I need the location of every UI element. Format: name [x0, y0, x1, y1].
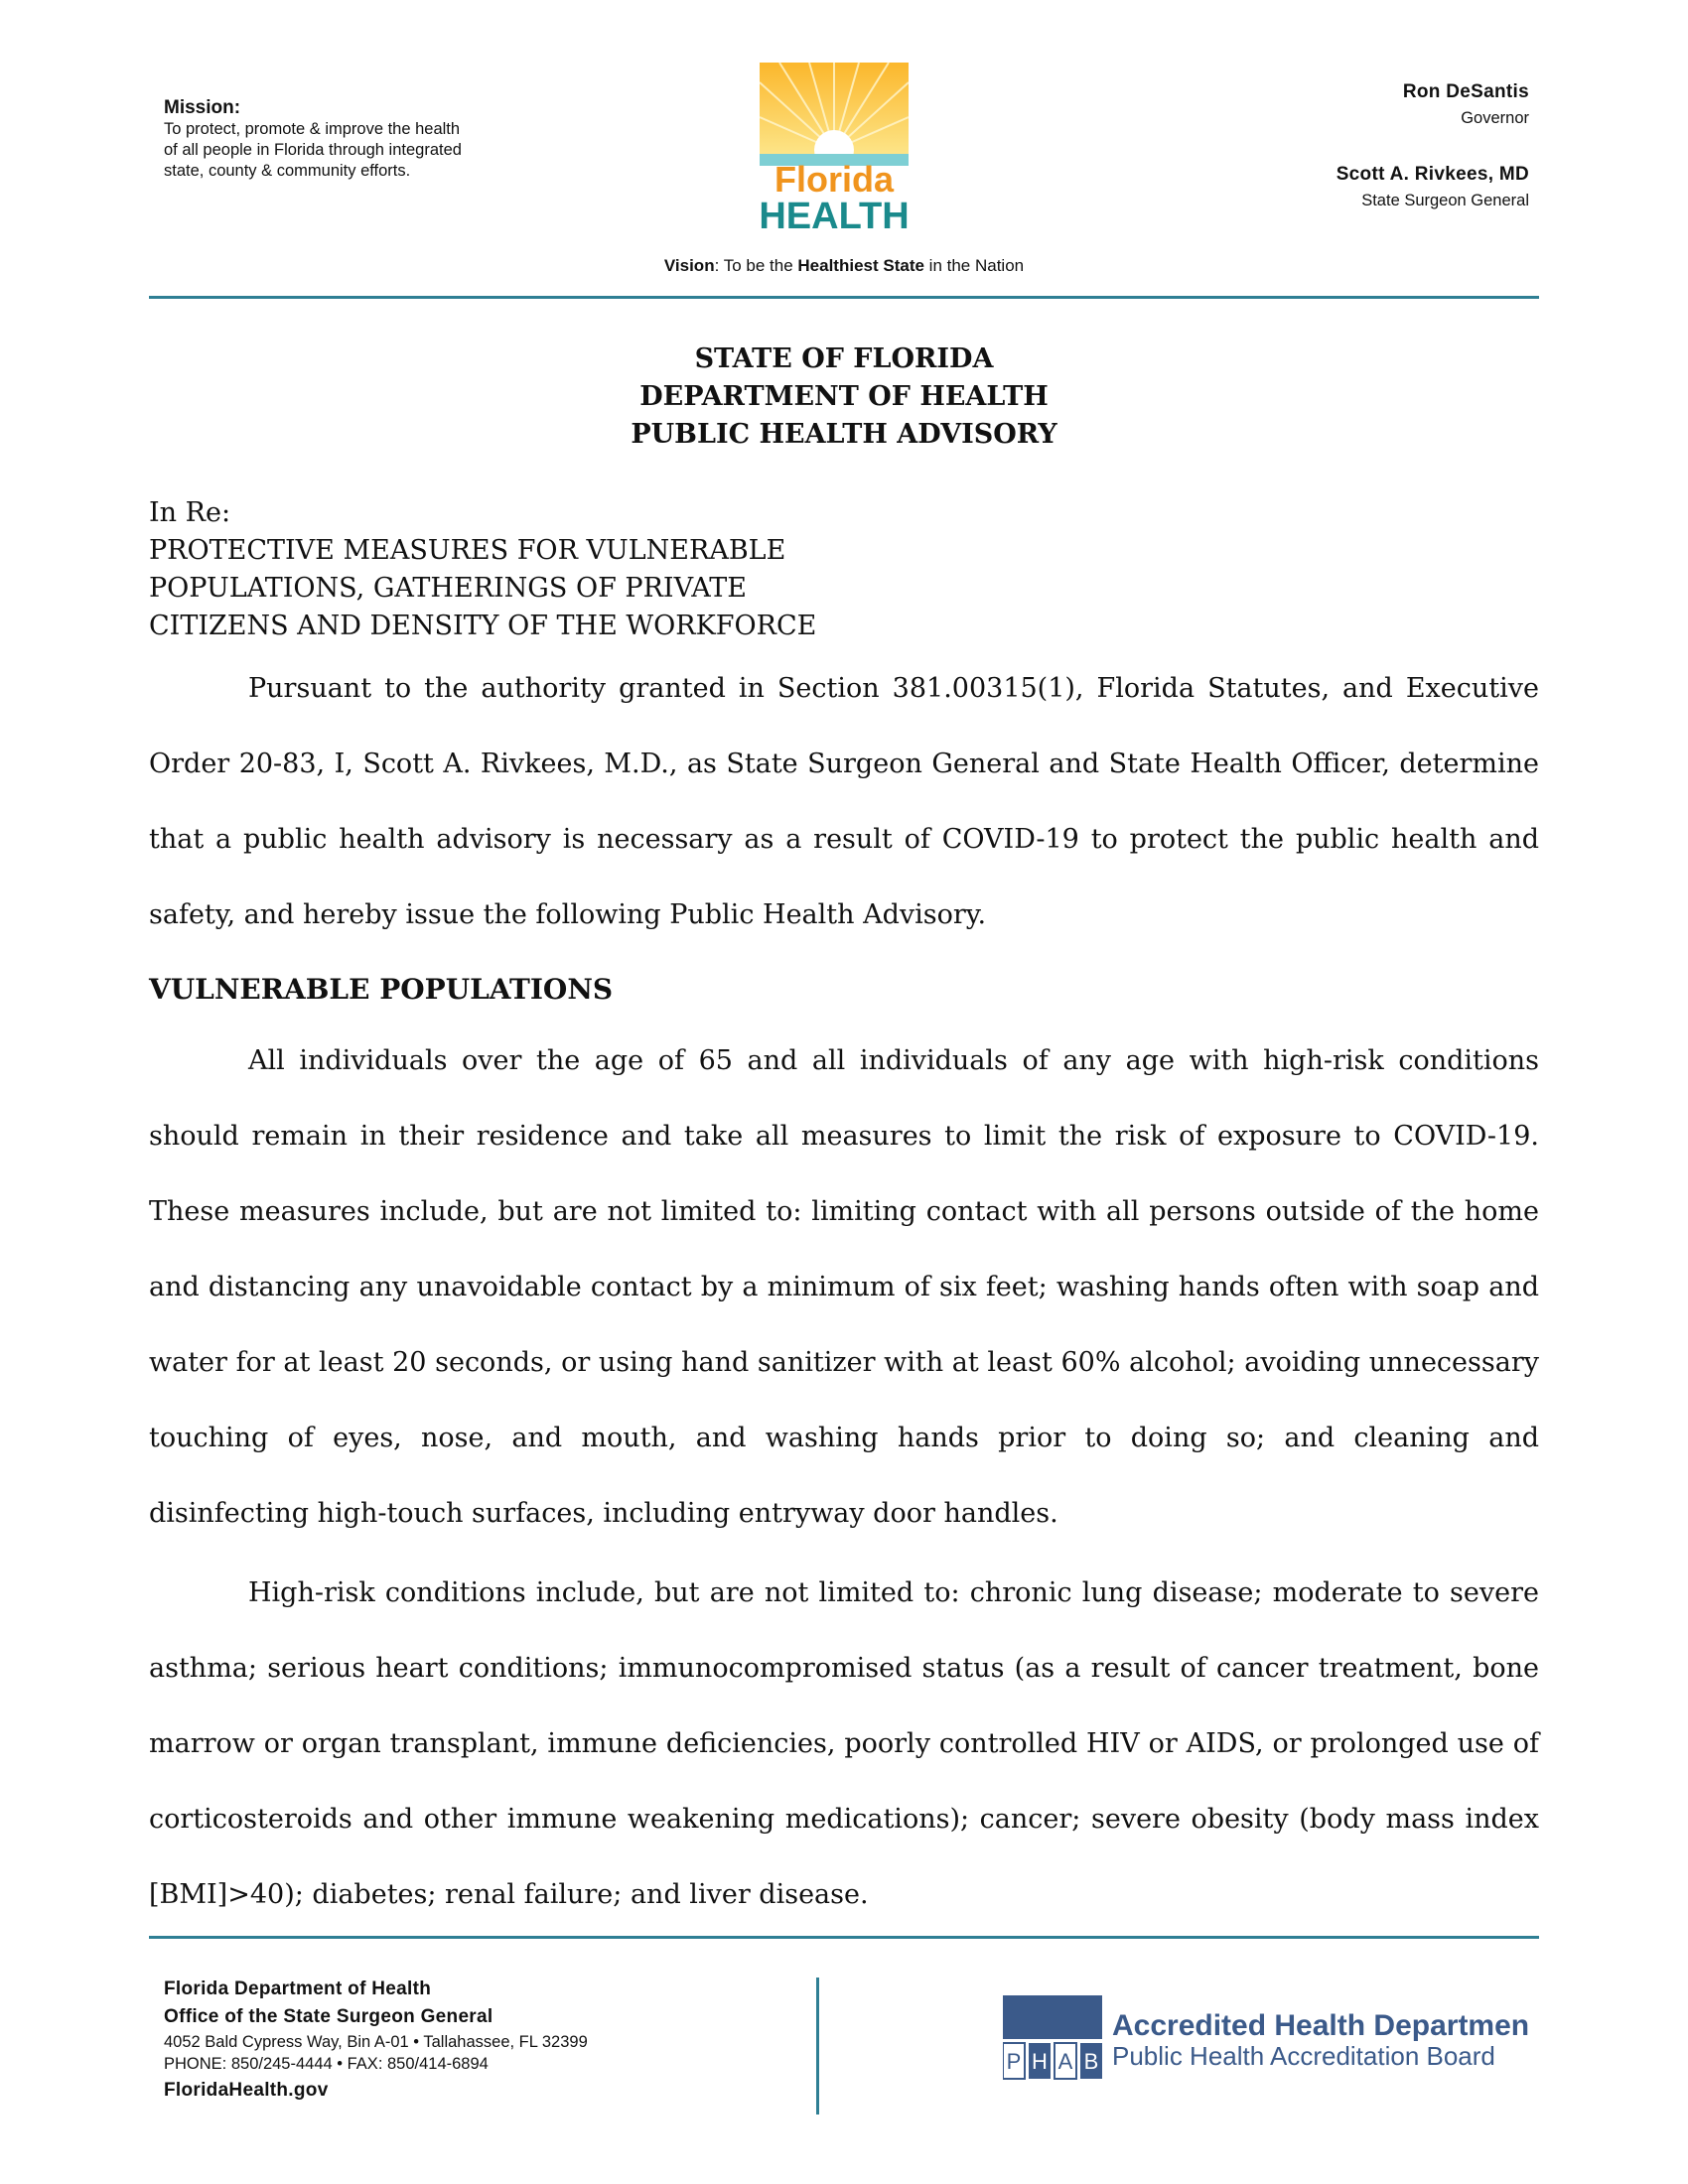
footer-phone: PHONE: 850/245-4444 • FAX: 850/414-6894 [164, 2055, 489, 2073]
body-paragraph: High-risk conditions include, but are not limited to: chronic lung disease; moderate to severe asthma; serious heart conditions; immunocompromised status (as a result of cancer treatment, bone marrow or organ transplant, immune deficiencies, poorly controlled HIV or AIDS, or prolonged use of corticosteroids and other immune weakening medications); cancer; severe obesity (body mass index [BMI]>40); diabetes; renal failure; and liver disease. [149, 1577, 1539, 1910]
mission-text [164, 119, 561, 182]
footer-office: Office of the State Surgeon General [164, 2006, 493, 2027]
vision-label: Vision [663, 256, 715, 275]
sun-logo-icon [760, 63, 909, 233]
mission-line: of all people in Florida through integrated [164, 141, 462, 159]
document-title [0, 341, 1688, 454]
svg-text:A: A [1057, 2049, 1073, 2074]
body-paragraph: All individuals over the age of 65 and all individuals of any age with high-risk conditions should remain in their residence and take all measures to limit the risk of exposure to COVID-19. These measures include, but are not limited to: limiting contact with all persons outside of the home and distancing any unavoidable contact by a minimum of six feet; washing hands often with soap and water for at least 20 seconds, or using hand sanitizer with at least 60% alcohol; avoiding unnecessary touching of eyes, nose, and mouth, and washing hands prior to doing so; and cleaning and disinfecting high-touch surfaces, including entryway door handles. [149, 1045, 1539, 1529]
mission-block [164, 97, 561, 182]
in-re-block [149, 494, 1142, 645]
surgeon-general-title: State Surgeon General [1361, 192, 1529, 209]
subject-line: PROTECTIVE MEASURES FOR VULNERABLE [149, 535, 786, 566]
mission-label: Mission: [164, 97, 241, 118]
svg-text:Florida: Florida [774, 159, 895, 200]
footer-divider [149, 1936, 1539, 1939]
florida-health-logo [760, 63, 909, 233]
svg-text:P: P [1006, 2049, 1022, 2074]
in-re-label: In Re: [149, 497, 231, 528]
governor-name: Ron DeSantis [1402, 81, 1529, 102]
svg-text:Accredited Health Department: Accredited Health Department [1112, 2009, 1529, 2042]
title-line: DEPARTMENT OF HEALTH [639, 381, 1049, 412]
footer-vertical-divider [816, 1978, 819, 2115]
title-line: PUBLIC HEALTH ADVISORY [631, 419, 1057, 450]
phab-logo [1003, 1993, 1529, 2087]
svg-text:Public Health Accreditation Bo: Public Health Accreditation Board [1112, 2041, 1495, 2071]
mission-line: state, county & community efforts. [164, 162, 411, 180]
title-line: STATE OF FLORIDA [694, 343, 994, 374]
svg-text:B: B [1083, 2049, 1099, 2074]
footer-address: 4052 Bald Cypress Way, Bin A-01 • Tallahassee, FL 32399 [164, 2033, 588, 2051]
svg-text:H: H [1032, 2049, 1048, 2074]
governor-title: Governor [1461, 109, 1529, 127]
intro-paragraph: Pursuant to the authority granted in Section 381.00315(1), Florida Statutes, and Executive Order 20-83, I, Scott A. Rivkees, M.D., as State Surgeon General and State Health Officer, determine that a public health advisory is necessary as a result of COVID-19 to protect the public health and safety, and hereby issue the following Public Health Advisory. [149, 673, 1539, 930]
surgeon-general-name: Scott A. Rivkees, MD [1336, 164, 1529, 185]
svg-text:HEALTH: HEALTH [760, 196, 909, 233]
mission-line: To protect, promote & improve the health [164, 120, 461, 138]
subject-line: CITIZENS AND DENSITY OF THE WORKFORCE [149, 611, 817, 641]
footer-org: Florida Department of Health [164, 1979, 432, 1999]
footer-contact [164, 1976, 588, 2107]
vision-statement: Vision: To be the Healthiest State in the Nation [663, 256, 1025, 275]
officials-block [1336, 81, 1529, 210]
header-divider [149, 296, 1539, 299]
footer-website-link[interactable]: FloridaHealth.gov [164, 2080, 329, 2101]
section-heading: VULNERABLE POPULATIONS [149, 973, 614, 1006]
phab-accreditation-icon [1003, 1993, 1529, 2083]
subject-line: POPULATIONS, GATHERINGS OF PRIVATE [149, 573, 747, 604]
